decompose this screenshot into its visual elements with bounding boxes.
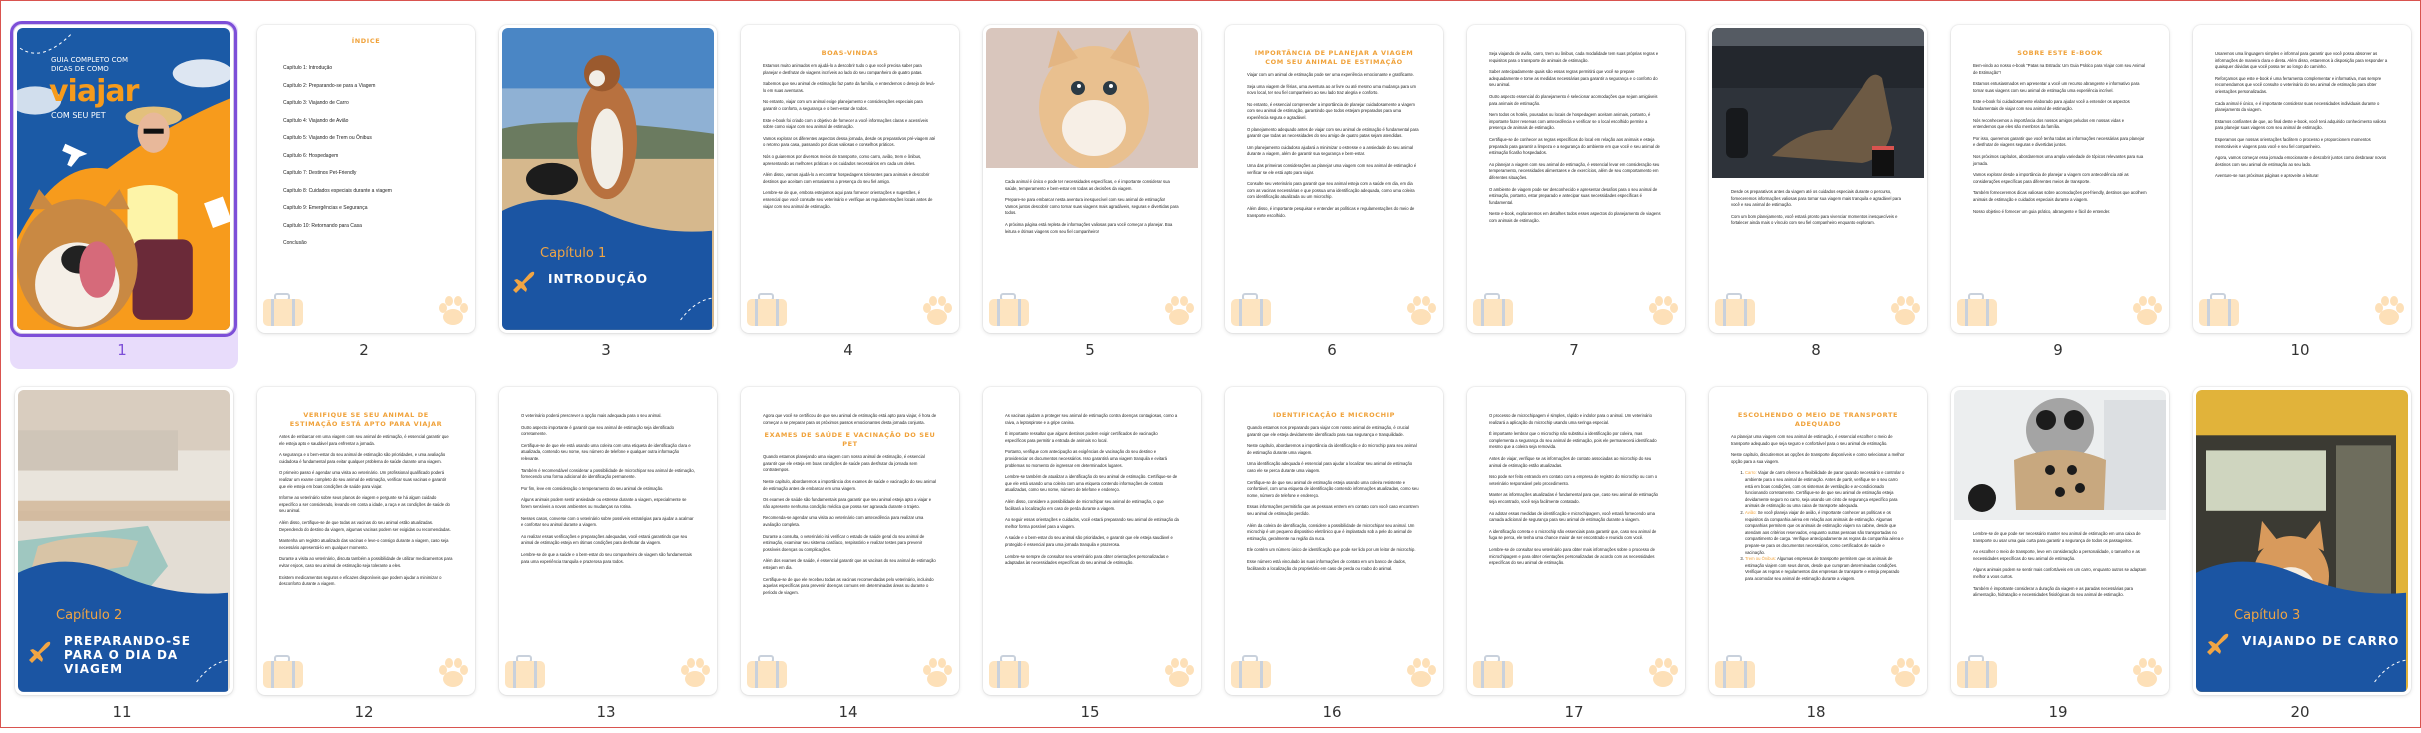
paragraph: Neste e-book, exploraremos em detalhes todos esses aspectos do planejamento de viagens com animais de estimação. [1489,211,1661,223]
paragraph: Além da coleira de identificação, considere a possibilidade de microchipar seu animal. Um microchip é um pequeno dispositivo eletrônico que é implantado sob a pele do animal de estimação, geralmente na região da nuca. [1247,522,1415,541]
page-thumbnail[interactable] [243,373,485,733]
paragraph: Cada animal é único, e é importante considerar suas necessidades individuais durante o planejamento da viagem. [2215,100,2380,113]
paragraph: Com um bom planejamento, você estará pronto para vivenciar momentos inesquecíveis e fortalecer ainda mais o vínculo com seu fiel companheiro enquanto exploram. [1731,213,1898,226]
paragraph: Estamos muito animados em ajudá-lo a descobrir tudo o que você precisa saber para planejar e desfrutar de viagens incríveis ao lado do seu companheiro de quatro patas. [763,63,923,75]
paragraph: Seja uma viagem de férias, uma aventura ao ar livre ou até mesmo uma mudança para um novo local, ter seu fiel companheiro ao seu lado traz alegria e conforto. [1247,83,1416,96]
paragraph: Informe ao veterinário sobre seus planos de viagem e pergunte se há algum cuidado específico a ser considerado, levando em conta a idade, a raça e as condições de saúde do seu animal. [279,495,450,514]
page-thumbnail[interactable] [969,1,1211,361]
page-body [983,179,1201,240]
paragraph: Nesses casos, converse com o veterinário sobre possíveis estratégias para ajudar a acalmar e confortar seu animal durante a viagem. [521,515,694,528]
page-number: 11 [112,703,132,721]
paragraph: Lembre-se também de atualizar a identificação do seu animal de estimação. Certifique-se de que ele está usando uma coleira com uma etiqueta contendo informações de contato atualizadas, como seu nome, número de telefone e endereço. [1005,474,1178,493]
paragraph: Existem medicamentos seguros e eficazes disponíveis que podem ajudar a minimizar o desconforto durante a viagem. [279,574,442,587]
paragraph: Lembre-se sempre de consultar seu veterinário para obter orientações personalizadas e adaptadas às necessidades específicas do seu animal de estimação. [1005,553,1169,566]
paw-decoration-icon [1161,655,1195,689]
paragraph: Usaremos uma linguagem simples e informal para garantir que você possa absorver as informações de maneira clara e direta. Além disso, estaremos à disposição para responder a quaisquer dúvidas que você possa ter ao longo do caminho. [2215,51,2388,70]
paragraph: Vamos explorar os diferentes aspectos dessa jornada, desde os preparativos pré-viagem até o retorno para casa, passando por dicas valiosas e conselhos práticos. [763,135,936,148]
page-body [2193,51,2411,180]
suitcase-decoration-icon [745,293,789,327]
page-number: 3 [601,341,611,359]
paragraph: Alguns animais podem se sentir mais confortáveis em um carro, enquanto outros se adaptam melhor a voos curtos. [1973,567,2147,579]
paragraph: A saúde e o bem-estar do seu animal são prioridades, e garantir que ele esteja saudável e protegido é essencial para uma jornada tranquila e prazerosa. [1005,535,1173,547]
toc-item: Capítulo 9: Emergências e Segurança [283,205,368,211]
page-card[interactable] [1709,25,1927,333]
paragraph: Ao escolher o meio de transporte, leve em consideração a personalidade, o tamanho e as necessidades específicas do seu animal de estimação. [1973,549,2140,561]
paragraph: Além disso, é importante pesquisar e entender as políticas e regulamentações do meio de transporte escolhido. [1247,205,1415,218]
page-title: ÍNDICE [351,37,381,45]
page-number: 14 [838,703,858,721]
list-item [1745,510,1905,556]
paragraph: Prepare-se para embarcar nesta aventura inesquecível com seu animal de estimação! Vamos juntos descobrir como tornar suas viagens mais agradáveis, seguras e divertidas para todos. [1005,197,1179,216]
chapter-label: Capítulo 3 [2234,608,2301,623]
paragraph: Também é recomendável considerar a possibilidade de microchipar seu animal de estimação, fornecendo uma forma adicional de identificação permanente. [521,467,695,480]
paragraph: Uma das primeiras considerações ao planejar uma viagem com seu animal de estimação é verificar se ele está apto para viajar. [1247,162,1417,175]
paragraph: Outro aspecto importante é garantir que seu animal de estimação seja identificado corretamente. [521,424,674,437]
paragraph: Alguns animais podem sentir ansiedade ou estresse durante a viagem, especialmente se forem sensíveis a novos ambientes ou mudanças na rotina. [521,497,687,509]
page-body [1951,531,2169,604]
page-card[interactable] [1225,387,1443,695]
paw-decoration-icon [919,293,953,327]
suitcase-decoration-icon [987,655,1031,689]
page-thumbnail[interactable] [1695,373,1937,733]
page-number: 6 [1327,341,1337,359]
paragraph: O processo de microchipagem é simples, rápido e indolor para o animal. Um veterinário realizará a aplicação do microchip usando uma seringa especial. [1489,413,1652,425]
page-thumbnail[interactable] [1937,1,2179,361]
paragraph: Essas informações permitirão que as pessoas entrem em contato com você caso encontrem seu animal de estimação perdido. [1247,504,1419,516]
paragraph: Nos próximos capítulos, abordaremos uma ampla variedade de tópicos relevantes para sua jornada. [1973,153,2144,166]
page-thumbnail[interactable] [969,373,1211,733]
page-card[interactable] [1467,25,1685,333]
paragraph: Esse número está vinculado às suas informações de contato em um banco de dados, facilitando a localização do proprietário em caso de perda ou roubo do animal. [1247,558,1406,571]
page-number: 9 [2053,341,2063,359]
paragraph: Consulte seu veterinário para garantir que seu animal esteja com a saúde em dia, em dia com as vacinas necessárias e que possua uma identificação adequada, como uma coleira com identificação atualizada ou um microchip. [1247,181,1415,200]
paragraph: A segurança e o bem-estar do seu animal de estimação são prioridades, e uma avaliação cuidadosa é fundamental para evitar qualquer problema de saúde durante uma viagem. [279,452,446,464]
paw-decoration-icon [919,655,953,689]
paragraph: Neste capítulo, abordaremos a importância dos exames de saúde e vacinação do seu animal de estimação antes de embarcar em uma viagem. [763,478,936,491]
page-card[interactable] [741,25,959,333]
paragraph: Durante a visita ao veterinário, discuta também a possibilidade de utilizar medicamentos para evitar enjoos, caso seu animal de estimação seja tolerante a eles. [279,556,453,568]
list-item [1745,470,1905,510]
page-photo [1712,28,1924,178]
paragraph: Seja viajando de avião, carro, trem ou ônibus, cada modalidade tem suas próprias regras e requisitos para o transporte de animais de estimação. [1489,51,1659,63]
paragraph: Nem todos os hotéis, pousadas ou locais de hospedagem aceitam animais, portanto, é importante fazer reservas com antecedência e verificar se o local escolhido permite a presença de animais de estimação. [1489,112,1651,131]
suitcase-decoration-icon [987,293,1031,327]
paragraph: Estamos confiantes de que, ao final deste e-book, você terá adquirido conhecimento valioso para planejar suas viagens com seu animal de estimação. [2215,118,2387,131]
list-term: Carro: [1745,470,1757,476]
page-card[interactable] [257,25,475,333]
paw-decoration-icon [435,293,469,327]
paragraph: No entanto, é essencial compreender a importância de planejar cuidadosamente a viagem com seu animal de estimação, garantindo que todos estejam preparados para uma experiência segura e agradável. [1247,101,1415,120]
page-number: 12 [354,703,374,721]
paragraph: Este e-book foi cuidadosamente elaborado para ajudar você a entender os aspectos fundamentais de viajar com seu animal de estimação. [1973,99,2130,111]
page-body [1225,425,1443,572]
paragraph: Este e-book foi criado com o objetivo de fornecer a você informações claras e acessíveis sobre como viajar com seu animal de estimação. [763,117,929,130]
page-thumbnail[interactable] [1211,373,1453,733]
paragraph: Agora que você se certificou de que seu animal de estimação está apto para viajar, é hora de começar a se preparar para os próximos passos emocionantes desta jornada conjunta. [763,413,937,425]
page-thumbnail[interactable] [2179,373,2421,733]
paw-decoration-icon [1161,293,1195,327]
chapter-cover [18,390,230,692]
page-number: 16 [1322,703,1342,721]
page-thumbnail[interactable] [243,1,485,361]
page-number: 20 [2290,703,2310,721]
paragraph: Neste capítulo, discutiremos as opções de transporte disponíveis e como selecionar a melhor opção para a sua viagem. [1731,452,1905,464]
paw-decoration-icon [1403,655,1437,689]
page-card[interactable] [983,387,1201,695]
toc-item: Capítulo 6: Hospedagem [283,152,339,159]
chapter-cover [502,28,714,330]
page-card[interactable] [2193,387,2411,695]
page-number: 18 [1806,703,1826,721]
page-card[interactable] [1225,25,1443,333]
page-card[interactable] [257,387,475,695]
page-body [499,413,717,565]
paragraph: O veterinário poderá prescrever a opção mais adequada para o seu animal. [521,413,662,418]
paragraph: Também forneceremos dicas valiosas sobre acomodações pet-friendly, destinos que acolhem animais de estimação e cuidados especiais durante a viagem. [1973,190,2147,202]
suitcase-decoration-icon [503,655,547,689]
page-title: ESCOLHENDO O MEIO DE TRANSPORTE ADEQUADO [1737,411,1899,428]
paragraph: O planejamento adequado antes de viajar com seu animal de estimação é fundamental para garantir que todas as necessidades do seu amigo de quatro patas sejam atendidas. [1247,126,1419,139]
paragraph: Antes de embarcar em uma viagem com seu animal de estimação, é essencial garantir que ele esteja apto e saudável para enfrentar a jornada. [279,434,449,446]
page-title: IDENTIFICAÇÃO E MICROCHIP [1272,411,1396,419]
paragraph: Lembre-se de que, embora estejamos aqui para fornecer orientações e sugestões, é essencial que você consulte seu veterinário e verifique as regulamentações locais antes de viajar com seu animal de estimação. [763,190,933,209]
page-title: IMPORTÂNCIA DE PLANEJAR A VIAGEM COM SEU ANIMAL DE ESTIMAÇÃO [1254,49,1414,66]
paragraph: Manter as informações atualizadas é fundamental para que, caso seu animal de estimação seja encontrado, você seja facilmente contatado. [1489,492,1658,504]
cover-kicker: GUIA COMPLETO COM DICAS DE COMO [51,56,129,73]
paragraph: Um planejamento cuidadoso ajudará a minimizar o estresse e a ansiedade do seu animal durante a viagem, além de garantir sua segurança e bem-estar. [1247,144,1413,157]
list-term: Avião: [1745,509,1757,515]
paragraph: Também é importante considerar a duração da viagem e as paradas necessárias para alimentação, hidratação e necessidades fisiológicas do seu animal de estimação. [1973,585,2133,598]
paragraph: Além disso, certifique-se de que todas as vacinas do seu animal estão atualizadas. Dependendo do destino da viagem, algumas vacinas podem ser exigidas ou recomendadas. [279,519,451,532]
paragraph: O ambiente de viagem pode ser desconhecido e apresentar desafios para o seu animal de estimação, portanto, estar preparado e antecipar suas necessidades específicas é fundamental. [1489,186,1658,205]
paragraph: Lembre-se de que pode ser necessário manter seu animal de estimação em uma caixa de transporte ou usar uma guia curta para garantir a segurança de todos os passageiros. [1973,531,2141,543]
paragraph: Quando estamos nos preparando para viajar com nosso animal de estimação, é crucial garantir que ele esteja devidamente identificado para sua segurança e tranquilidade. [1247,425,1410,437]
paragraph: Ele contém um número único de identificação que pode ser lido por um leitor de microchip. [1247,547,1416,553]
airplane-icon [26,638,54,666]
list-text: Viajar de carro oferece a flexibilidade de parar quando necessário e controlar o ambiente para o seu animal de estimação. Antes de partir, verifique se o seu carro está em boas condições, com os sistemas de ventilação e ar-condicionado funcionando corretamente. Certifique-se de que seu animal de estimação esteja devidamente seguro no carro, seja usando um cinto de segurança específico para animais de estimação ou uma caixa de transporte adequada. [1745,470,1905,509]
cover-headline: viajar [49,74,139,109]
page-card[interactable] [1951,387,2169,695]
toc-item: Capítulo 3: Viajando de Carro [283,100,349,106]
page-body [741,63,959,210]
page-card[interactable] [983,25,1201,333]
toc-item: Capítulo 8: Cuidados especiais durante a viagem [283,187,392,194]
page-thumbnail[interactable] [1,1,243,361]
page-number: 13 [596,703,616,721]
suitcase-decoration-icon [1229,293,1273,327]
paragraph: Bem-vindo ao nosso e-book "Patas na Estrada: Um Guia Prático para Viajar com seu Animal de Estimação"! [1973,63,2146,75]
paragraph: A identificação correta e o microchip são essenciais para garantir que, caso seu animal de fuga se perca, ele tenha uma chance maior de ser encontrado e reunido com você. [1489,528,1657,541]
paragraph: Saber antecipadamente quais são essas regras permitirá que você se prepare adequadamente e tome as medidas necessárias para garantir a segurança e o conforto do seu animal. [1489,69,1658,88]
suitcase-decoration-icon [1955,293,1999,327]
page-thumbnail[interactable] [1695,1,1937,361]
toc-item: Conclusão [283,240,307,246]
paragraph: Os exames de saúde são fundamentais para garantir que seu animal esteja apto a viajar e não apresente nenhuma condição médica que possa ser agravada durante o trajeto. [763,497,932,509]
paragraph: Desde os preparativos antes da viagem até os cuidados especiais durante o percurso, forneceremos informações valiosas para tornar sua viagem mais tranquila e agradável para você e seu animal de estimação. [1731,189,1901,208]
paw-decoration-icon [1403,293,1437,327]
paragraph: Nós o guiaremos por diversos meios de transporte, como carro, avião, trem e ônibus, apresentando as melhores práticas e os cuidados necessários em cada um deles. [763,153,922,166]
page-title: BOAS-VINDAS [821,49,879,57]
page-thumbnail[interactable] [485,1,727,361]
page-thumbnail[interactable] [1453,1,1695,361]
paragraph: Quando estamos planejando uma viagem com nosso animal de estimação, é essencial garantir que ele esteja em boas condições de saúde para desfrutar da jornada sem contratempos. [763,454,925,473]
paragraph: Vamos explorar desde a importância de planejar a viagem com antecedência até as considerações específicas para diferentes meios de transporte. [1973,172,2129,184]
paw-decoration-icon [1645,655,1679,689]
page-number: 1 [117,341,127,359]
chapter-label: Capítulo 2 [56,608,123,623]
suitcase-decoration-icon [1955,655,1999,689]
page-card[interactable] [499,387,717,695]
paragraph: É importante lembrar que o microchip não substitui a identificação por coleira, mas complementa a segurança do seu animal de estimação, pois ele permanecerá identificado mesmo que a coleira seja removida. [1489,431,1657,450]
paragraph: Por fim, leve em consideração o temperamento do seu animal de estimação. [521,485,664,491]
paragraph: Portanto, verifique com antecipação as exigências de vacinação do seu destino e providenciar os documentos necessários. Isso garantirá uma viagem tranquila e evitará problemas no momento de ingressar em determinados lugares. [1005,449,1167,468]
paragraph: Ao seguir essas orientações e cuidados, você estará preparando seu animal de estimação da melhor forma possível para a viagem. [1005,517,1179,529]
paw-decoration-icon [435,655,469,689]
page-thumbnail[interactable] [727,373,969,733]
paw-decoration-icon [2371,293,2405,327]
page-title: SOBRE ESTE E-BOOK [2017,49,2103,57]
page-number: 17 [1564,703,1584,721]
section-subtitle: EXAMES DE SAÚDE E VACINAÇÃO DO SEU PET [764,431,936,449]
chapter-title: INTRODUÇÃO [548,272,649,286]
chapter-title: PREPARANDO-SE PARA O DIA DA VIAGEM [64,634,191,676]
paragraph: Certifique-se de conhecer as regras específicas do local em relação aos animais e esteja preparado para garantir a limpeza e a segurança do ambiente em que você e seu animal de estimação ficarão hospedados. [1489,136,1660,156]
paw-decoration-icon [1645,293,1679,327]
page-body [1709,434,1927,582]
page-photo [986,28,1198,168]
paragraph: Nós reconhecemos a importância dos nossos amigos peludos em nossas vidas e entendemos que eles são membros da família. [1973,117,2125,130]
wave-shape [2196,553,2406,692]
paragraph: Além disso, considere a possibilidade de microchipar seu animal de estimação, o que facilitará a localização em caso de perda durante a viagem. [1005,498,1164,511]
toc-item: Capítulo 7: Destinos Pet-Friendly [283,170,357,176]
page-card[interactable] [1709,387,1927,695]
page-body [983,413,1201,567]
page-body [1225,72,1443,219]
cover-subline: COM SEU PET [51,111,106,120]
paragraph: Neste capítulo, abordaremos a importância da identificação e do microchip para seu animal de estimação durante uma viagem. [1247,443,1417,455]
page-body [1709,189,1927,232]
paragraph: Antes de viajar, verifique se as informações de contato associadas ao microchip do seu animal de estimação estão atualizadas. [1489,455,1652,468]
page-number: 10 [2290,341,2310,359]
paragraph: Mantenha um registro atualizado das vacinas e leve-o consigo durante a viagem, caso seja necessário apresentá-lo em qualquer momento. [279,538,449,550]
paragraph: As vacinas ajudam a proteger seu animal de estimação contra doenças contagiosas, como a raiva, a leptospirose e a gripe canina. [1005,413,1178,425]
page-card[interactable] [1951,25,2169,333]
page-body [741,413,959,596]
paragraph: Além disso, vamos ajudá-lo a encontrar hospedagens tolerantes para animais e descobrir destinos que aceitam com entusiasmo a presença do seu fiel amigo. [763,172,930,184]
paragraph: Ao planejar a viagem com seu animal de estimação, é essencial levar em consideração seu temperamento, necessidades alimentares e de exercícios, além de seu comportamento em diferentes situações. [1489,161,1660,180]
suitcase-decoration-icon [261,655,305,689]
page-title: VERIFIQUE SE SEU ANIMAL DE ESTIMAÇÃO ESTÁ APTO PARA VIAJAR [289,411,443,428]
page-thumbnail[interactable] [1211,1,1453,361]
paw-decoration-icon [2129,655,2163,689]
page-card[interactable] [15,387,233,695]
paragraph: Cada animal é único e pode ter necessidades específicas, e é importante considerar sua saúde, temperamento e bem-estar em todas as decisões da viagem. [1005,179,1170,191]
airplane-icon [510,268,538,296]
page-body [1467,51,1685,224]
toc-item: Capítulo 4: Viajando de Avião [283,117,349,124]
page-thumbnail[interactable] [1937,373,2179,733]
paragraph: Uma identificação adequada é essencial para ajudar a localizar seu animal de estimação caso ele se perca durante uma viagem. [1247,461,1413,473]
toc-item: Capítulo 5: Viajando de Trem ou Ônibus [283,135,372,141]
page-number: 5 [1085,341,1095,359]
paragraph: Certifique-se de que ele recebeu todas as vacinas recomendadas pelo veterinário, incluindo aquelas específicas para prevenir doenças comuns em determinadas áreas ou durante o período de viagem. [763,576,934,595]
chapter-cover [2196,390,2408,692]
suitcase-decoration-icon [1713,655,1757,689]
page-thumbnail[interactable] [1453,373,1695,733]
suitcase-decoration-icon [745,655,789,689]
page-number: 7 [1569,341,1579,359]
suitcase-decoration-icon [1471,655,1515,689]
paragraph: Por isso, queremos garantir que você tenha todas as informações necessárias para planejar e desfrutar de viagens seguras e divertidas juntos. [1973,135,2145,148]
suitcase-decoration-icon [261,293,305,327]
paragraph: Outro aspecto essencial do planejamento é selecionar acomodações que sejam amigáveis para animais de estimação. [1489,93,1658,106]
toc-item: Capítulo 10: Retornando para Casa [283,222,362,229]
paragraph: Nosso objetivo é fornecer um guia prático, abrangente e fácil de entender. [1973,208,2111,214]
paragraph: Aventure-se nas próximas páginas e aproveite a leitura! [2215,173,2319,179]
page-body [1467,413,1685,567]
paragraph: Além dos exames de saúde, é essencial garantir que as vacinas do seu animal de estimação estejam em dia. [763,558,936,570]
page-number: 2 [359,341,369,359]
page-thumbnail[interactable] [2179,1,2421,361]
paragraph: Viajar com um animal de estimação pode ser uma experiência emocionante e gratificante. [1247,72,1415,77]
paragraph: Ao realizar essas verificações e preparações adequadas, você estará garantindo que seu animal de estimação esteja em ótimas condições para desfrutar da viagem. [521,533,688,546]
paragraph: Ao planejar uma viagem com seu animal de estimação, é essencial escolher o meio de transporte adequado que seja seguro e confortável para o seu animal de estimação. [1731,434,1893,446]
list-text: Algumas empresas de transporte permitem que os animais de estimação viajem com seus donos, desde que cumpram determinadas condições. Verifique as regras e regulamentos das empresas de transporte e esteja preparado para acomodar seu animal de estimação durante a viagem. [1745,556,1900,581]
page-photo [1954,390,2166,520]
page-thumbnail[interactable] [1,373,243,733]
page-card[interactable] [1467,387,1685,695]
wave-shape [502,191,712,330]
page-card[interactable] [2193,25,2411,333]
paragraph: Durante a consulta, o veterinário irá verificar o estado de saúde geral do seu animal de estimação, examinar seu sistema cardíaco, respiratório e realizar testes para prevenir possíveis doenças ou complicações. [763,533,925,552]
page-number: 4 [843,341,853,359]
paragraph: Sabemos que seu animal de estimação faz parte da família, e entendemos o desejo de levá-lo em suas aventuras. [763,81,936,93]
paragraph: É importante ressaltar que alguns destinos podem exigir certificados de vacinação específicos para permitir a entrada de animais no local. [1005,431,1158,443]
paragraph: Recomenda-se agendar uma visita ao veterinário com antecedência para realizar uma avaliação completa. [763,515,924,527]
paragraph: Agora, vamos começar essa jornada emocionante e descobrir juntos como desbravar novos destinos com seu animal de estimação ao seu lado. [2215,155,2387,167]
paragraph: Ao adotar essas medidas de identificação e microchipagem, você estará fornecendo uma camada adicional de segurança para seu animal de estimação durante a viagem. [1489,510,1655,523]
paragraph: O primeiro passo é agendar uma visita ao veterinário. Um profissional qualificado poderá realizar um exame completo do seu animal de estimação, verificar suas vacinas e garantir que ele esteja em boas condições de saúde para viajar. [279,470,447,489]
page-card[interactable] [14,25,233,333]
cover-artwork [17,28,230,330]
toc-item: Capítulo 2: Preparando-se para a Viagem [283,82,376,89]
page-thumbnail-grid [1,1,2421,729]
page-body [257,434,475,588]
page-card[interactable] [499,25,717,333]
suitcase-decoration-icon [2197,293,2241,327]
paragraph: No entanto, viajar com um animal exige planejamento e considerações especiais para garantir o conforto, a segurança e o bem-estar de todos. [763,99,923,111]
chapter-title: VIAJANDO DE CARRO [2242,634,2400,648]
airplane-icon [2204,630,2232,658]
page-number: 19 [2048,703,2068,721]
list-text: Se você planeja viajar de avião, é importante conhecer as políticas e os requisitos da companhia aérea em relação aos animais de estimação. Algumas companhias permitem que os animais de estimação viajem na cabine, desde que atendam aos critérios reservados, enquanto outras pessoas são transportadas no compartimento de carga. Verifique antecipadamente as regras da companhia aérea e prepare-se para os documentos necessários, como certificados de saúde e vacinação. [1745,509,1904,555]
list-item [1745,556,1905,582]
paragraph: Lembre-se de que a saúde e o bem-estar do seu companheiro de viagem são fundamentais para uma experiência tranquila e prazerosa para todos. [521,551,692,564]
paragraph: A próxima página está repleta de informações valiosas para você começar a planejar. Boa leitura e ótimas viagens com seu fiel companheiro! [1005,221,1173,234]
paragraph: Estamos entusiasmados em apresentar a você um recurso abrangente e informativo para tornar suas viagens com seu animal de estimação uma experiência incrível. [1973,81,2140,93]
page-card[interactable] [741,387,959,695]
page-thumbnail[interactable] [727,1,969,361]
paragraph: Certifique-se de que seu animal de estimação esteja usando uma coleira resistente e confortável, com uma etiqueta de identificação contendo informações atualizadas, como seu nome, número de telefone e endereço. [1247,479,1419,498]
page-thumbnail[interactable] [485,373,727,733]
paragraph: Isso pode ser feito entrando em contato com a empresa de registro do microchip ou com o veterinário responsável pelo procedimento. [1489,474,1658,486]
suitcase-decoration-icon [1471,293,1515,327]
suitcase-decoration-icon [1713,293,1757,327]
page-body [1951,63,2169,215]
paw-decoration-icon [1887,655,1921,689]
chapter-label: Capítulo 1 [540,246,607,261]
paragraph: Certifique-se de que ele está usando uma coleira com uma etiqueta de identificação clara e atualizada, contendo seu nome, seu número de telefone e qualquer outra informação relevante. [521,442,691,461]
page-number: 15 [1080,703,1100,721]
table-of-contents [257,46,475,253]
paw-decoration-icon [677,655,711,689]
paragraph: Reforçamos que este e-book é uma ferramenta complementar e informativa, mas sempre recomendamos que você consulte o veterinário do seu animal de estimação para obter orientações personalizadas. [2215,75,2382,94]
paragraph: Lembre-se de consultar seu veterinário para obter mais informações sobre o processo de microchipagem e para obter orientações personalizadas de acordo com as necessidades específicas do seu animal de estimação. [1489,546,1655,566]
toc-item: Capítulo 1: Introdução [283,65,333,71]
list-term: Trem ou Ônibus: [1745,556,1777,562]
suitcase-decoration-icon [1229,655,1273,689]
paragraph: Esperamos que nossas orientações facilitem o processo e proporcionem momentos memoráveis e viagens para você e seu fiel companheiro. [2215,136,2371,149]
page-number: 8 [1811,341,1821,359]
paw-decoration-icon [2129,293,2163,327]
paw-decoration-icon [1887,293,1921,327]
